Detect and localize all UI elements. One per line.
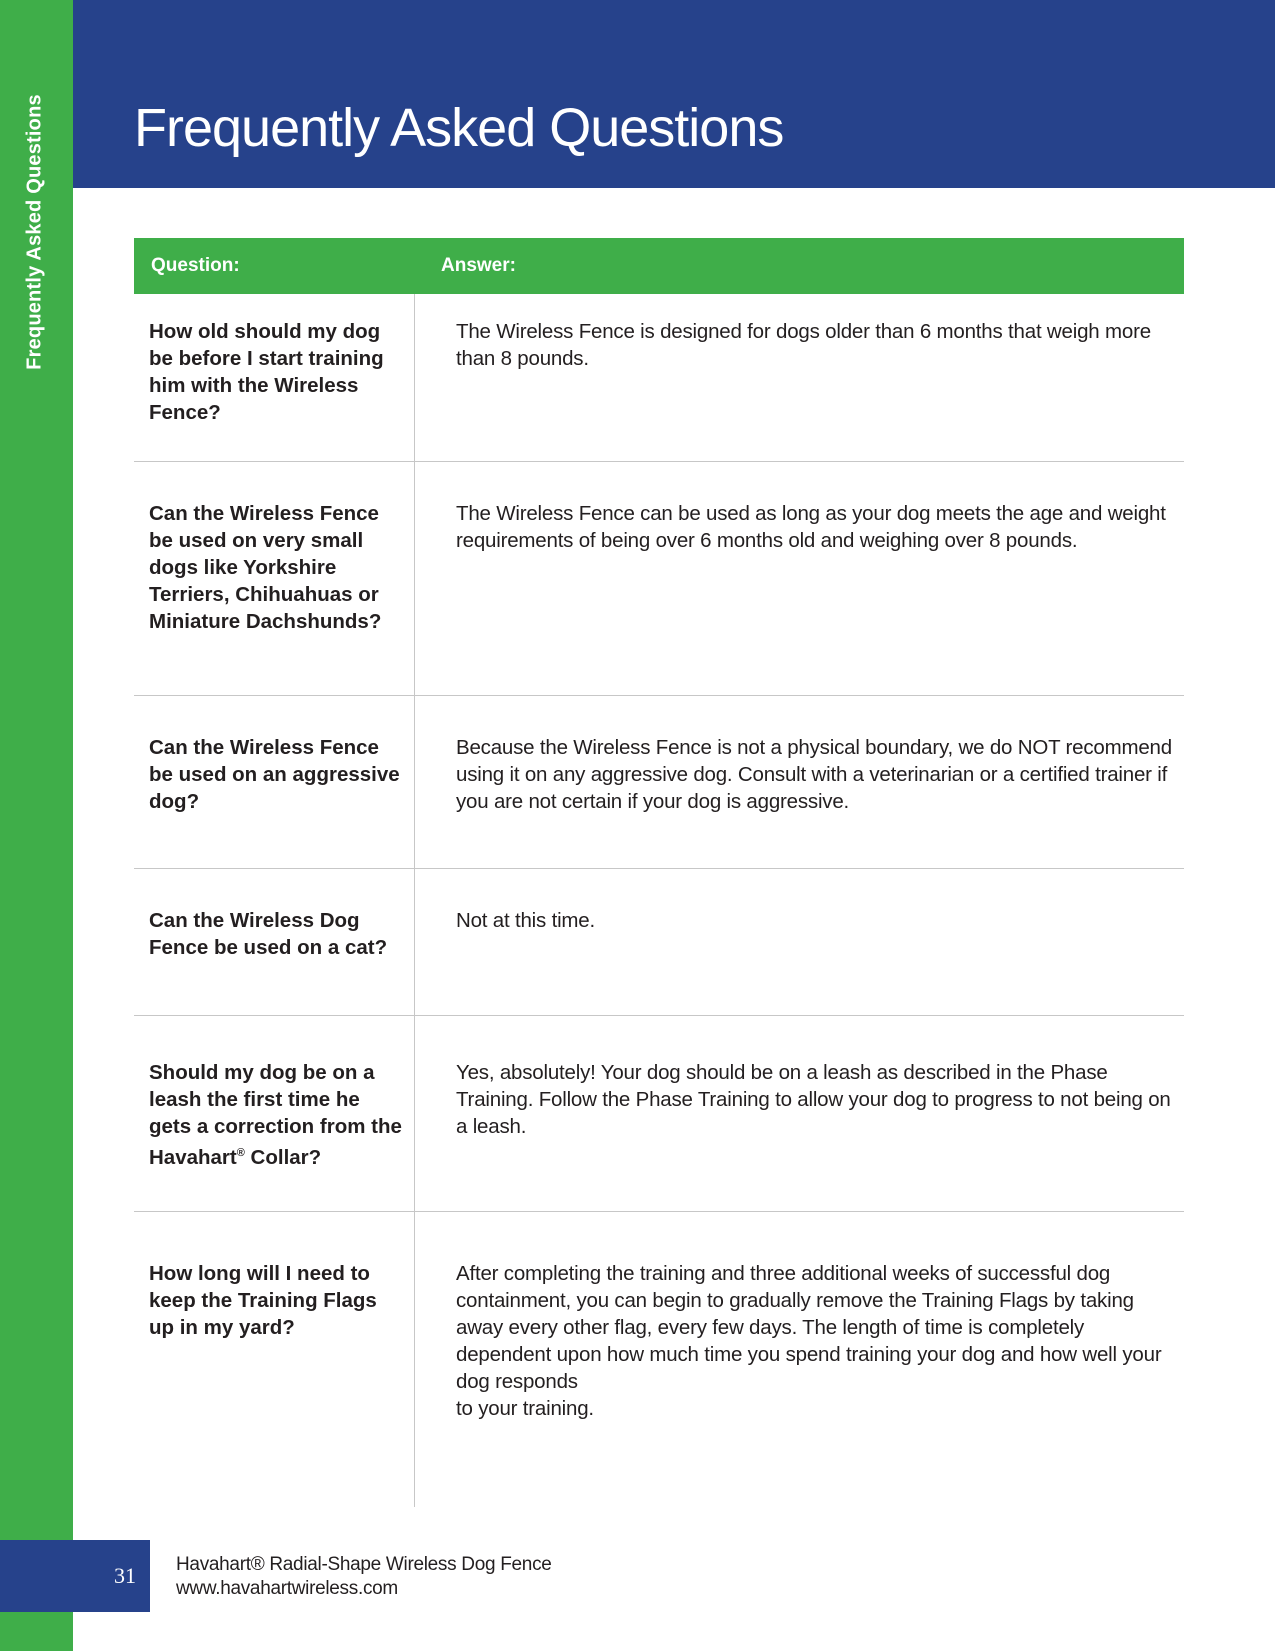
faq-row xyxy=(134,1212,1184,1507)
faq-question: Can the Wireless Fence be used on an aggressive dog? xyxy=(134,696,415,868)
faq-row xyxy=(134,294,1184,462)
sidebar-section-label: Frequently Asked Questions xyxy=(23,94,46,370)
registered-mark: ® xyxy=(236,1147,245,1159)
faq-question: How old should my dog be before I start training him with the Wireless Fence? xyxy=(134,294,415,461)
faq-table-header xyxy=(134,238,1184,294)
footer-product-name: Havahart® Radial-Shape Wireless Dog Fence xyxy=(176,1554,552,1575)
footer-url: www.havahartwireless.com xyxy=(176,1578,398,1599)
faq-question-text: Should my dog be on a leash the first time he gets a correction from the Havahart xyxy=(149,1061,402,1169)
faq-row xyxy=(134,696,1184,869)
faq-question-text-end: Collar? xyxy=(244,1146,322,1169)
page-title: Frequently Asked Questions xyxy=(134,98,784,158)
faq-answer: Not at this time. xyxy=(456,909,596,932)
faq-answer: Because the Wireless Fence is not a physical boundary, we do NOT recommend using it on any aggressive dog. Consult with a veterinarian or a certified trainer if you are not certain if your dog is aggressive. xyxy=(456,736,1172,813)
faq-question: How long will I need to keep the Training Flags up in my yard? xyxy=(134,1212,415,1507)
question-column-header: Question: xyxy=(151,255,240,276)
faq-row xyxy=(134,869,1184,1016)
answer-column-header: Answer: xyxy=(441,255,516,276)
faq-answer xyxy=(415,1212,1184,1507)
faq-answer: The Wireless Fence is designed for dogs older than 6 months that weigh more than 8 pounds. xyxy=(456,320,1151,370)
faq-question: Can the Wireless Dog Fence be used on a cat? xyxy=(134,869,415,1015)
faq-row xyxy=(134,1016,1184,1212)
faq-question: Can the Wireless Fence be used on very small dogs like Yorkshire Terriers, Chihuahuas or Miniature Dachshunds? xyxy=(134,462,415,695)
page-number: 31 xyxy=(0,1540,150,1612)
faq-row xyxy=(134,462,1184,696)
sidebar-band xyxy=(0,0,73,1651)
footer xyxy=(176,1553,552,1601)
faq-table xyxy=(134,238,1184,1507)
faq-answer-text-tail: to your training. xyxy=(456,1397,594,1420)
faq-answer: The Wireless Fence can be used as long as your dog meets the age and weight requirements of being over 6 months old and weighing over 8 pounds. xyxy=(456,502,1166,552)
faq-answer-text: After completing the training and three additional weeks of successful dog containment, you can begin to gradually remove the Training Flags by taking away every other flag, every few days. The length of time is completely dependent upon how much time you spend training your dog and how well your dog responds xyxy=(456,1262,1162,1393)
faq-answer: Yes, absolutely! Your dog should be on a leash as described in the Phase Training. Follow the Phase Training to allow your dog to progress to not being on a leash. xyxy=(456,1061,1171,1138)
faq-question xyxy=(134,1016,415,1211)
